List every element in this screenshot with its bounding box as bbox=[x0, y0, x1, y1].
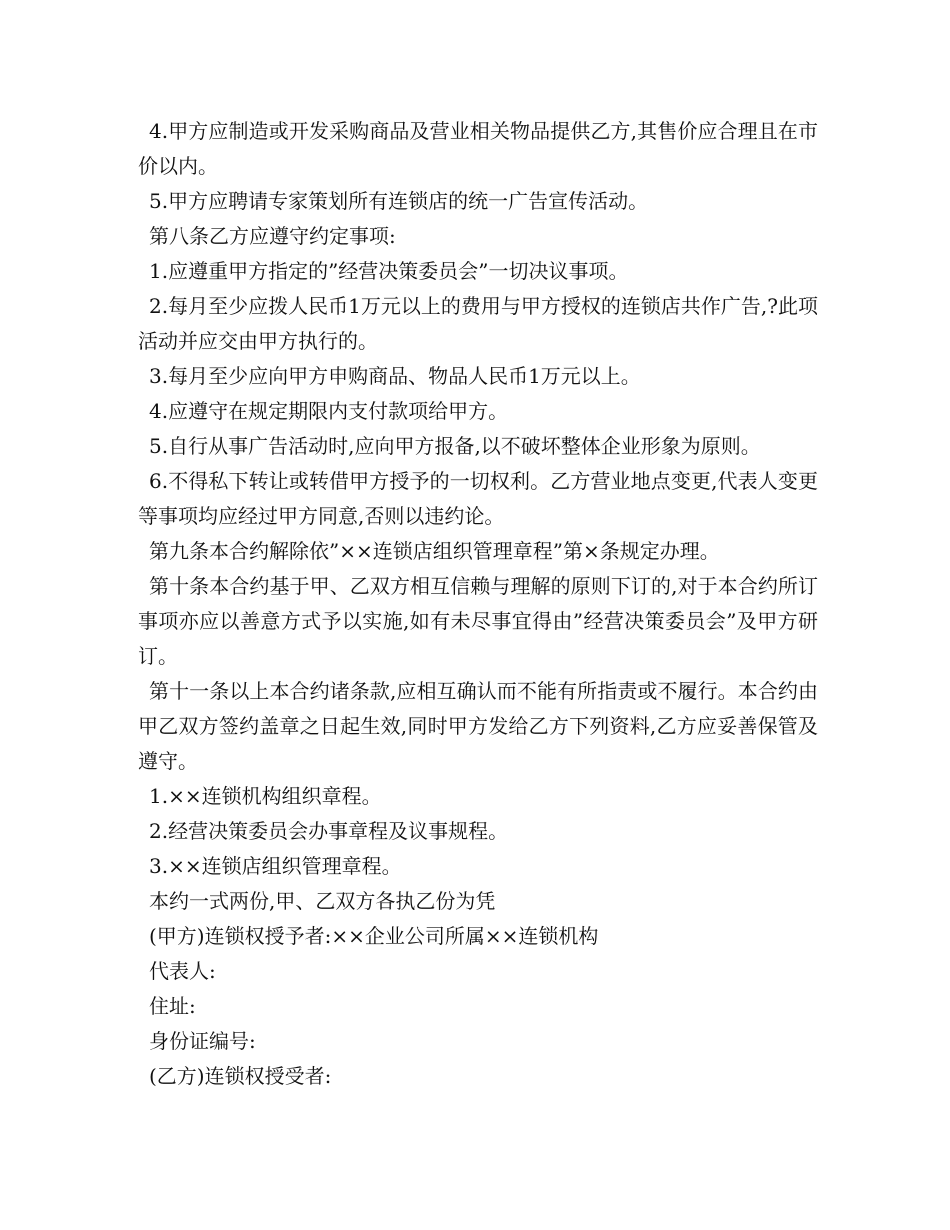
document-list-item-1: 1.××连锁机构组织章程。 bbox=[149, 784, 382, 808]
address-label: 住址: bbox=[149, 994, 196, 1018]
article-8-item-2: 2.每月至少应拨人民币1万元以上的费用与甲方授权的连锁店共作广告,?此项活动并应交由甲方执行的。 bbox=[138, 294, 818, 353]
article-9: 第九条本合约解除依”××连锁店组织管理章程”第×条规定办理。 bbox=[149, 539, 720, 563]
article-8-item-4: 4.应遵守在规定期限内支付款项给甲方。 bbox=[149, 399, 509, 423]
clause-party-a-supply-goods: 4.甲方应制造或开发采购商品及营业相关物品提供乙方,其售价应合理且在市价以内。 bbox=[138, 119, 818, 178]
document-body bbox=[138, 114, 818, 1094]
article-11: 第十一条以上本合约诸条款,应相互确认而不能有所指责或不履行。本合约由甲乙双方签约盖章之日起生效,同时甲方发给乙方下列资料,乙方应妥善保管及遵守。 bbox=[138, 679, 818, 773]
party-b-grantee: (乙方)连锁权授受者: bbox=[149, 1064, 332, 1088]
article-8-item-1: 1.应遵重甲方指定的”经营决策委员会”一切决议事项。 bbox=[149, 259, 629, 283]
article-8-item-3: 3.每月至少应向甲方申购商品、物品人民币1万元以上。 bbox=[149, 364, 641, 388]
article-8-item-5: 5.自行从事广告活动时,应向甲方报备,以不破坏整体企业形象为原则。 bbox=[149, 434, 761, 458]
clause-party-a-advertising: 5.甲方应聘请专家策划所有连锁店的统一广告宣传活动。 bbox=[149, 189, 649, 213]
article-8-heading: 第八条乙方应遵守约定事项: bbox=[149, 224, 396, 248]
representative-label: 代表人: bbox=[149, 959, 216, 983]
document-list-item-2: 2.经营决策委员会办事章程及议事规程。 bbox=[149, 819, 509, 843]
id-number-label: 身份证编号: bbox=[149, 1029, 256, 1053]
article-8-item-6: 6.不得私下转让或转借甲方授予的一切权利。乙方营业地点变更,代表人变更等事项均应经过甲方同意,否则以违约论。 bbox=[138, 469, 818, 528]
article-10: 第十条本合约基于甲、乙双方相互信赖与理解的原则下订的,对于本合约所订事项亦应以善意方式予以实施,如有未尽事宜得由”经营决策委员会”及甲方研订。 bbox=[138, 574, 818, 668]
party-a-grantor: (甲方)连锁权授予者:××企业公司所属××连锁机构 bbox=[149, 924, 599, 948]
document-list-item-3: 3.××连锁店组织管理章程。 bbox=[149, 854, 402, 878]
copies-statement: 本约一式两份,甲、乙双方各执乙份为凭 bbox=[149, 889, 496, 913]
